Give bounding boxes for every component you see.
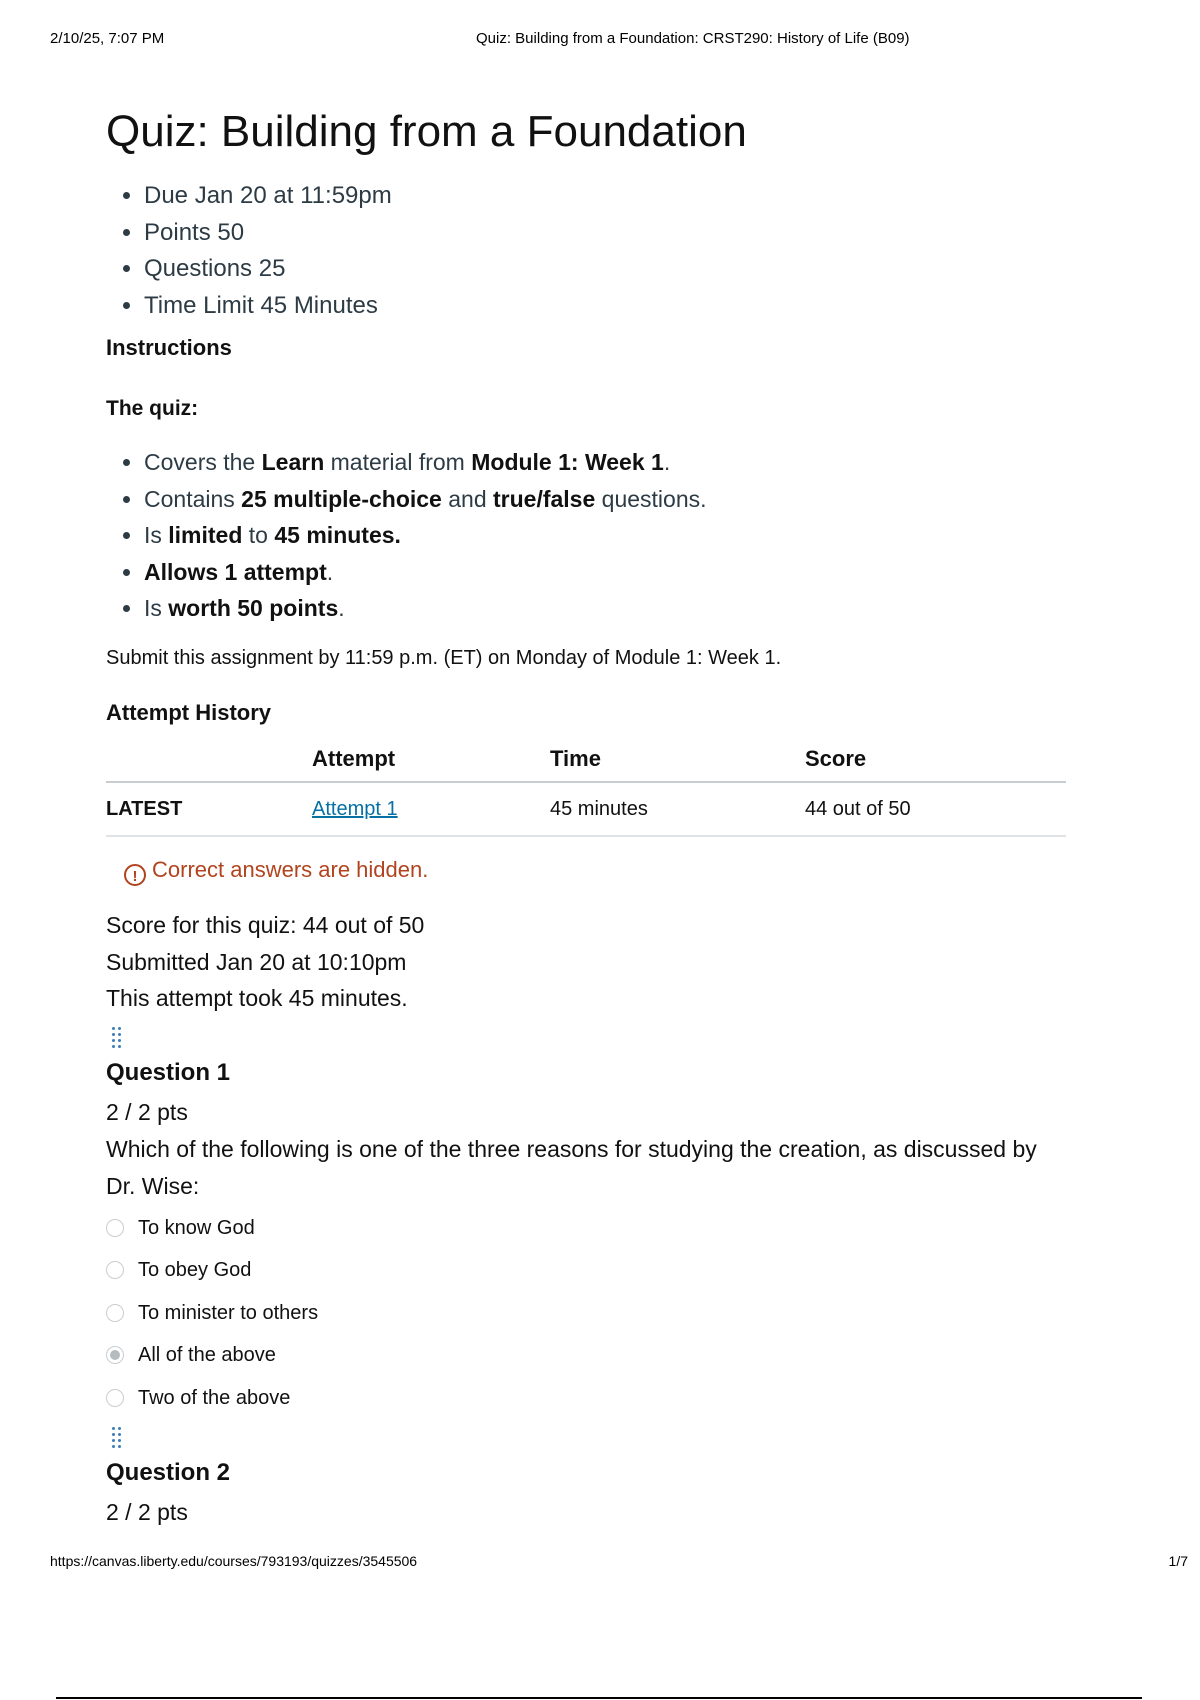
answer-option[interactable] xyxy=(106,1255,251,1285)
quiz-content xyxy=(106,100,1066,725)
attempt-history-heading: Attempt History xyxy=(106,700,272,725)
attempt-duration: This attempt took 45 minutes. xyxy=(106,985,408,1011)
question-1-text: Which of the following is one of the three reasons for studying the creation, as discussed by Dr. Wise: xyxy=(106,1136,1037,1199)
answer-option-selected[interactable] xyxy=(106,1340,276,1370)
radio-button-icon[interactable] xyxy=(106,1219,124,1237)
attempt-history-table xyxy=(106,737,1066,837)
answer-label: Two of the above xyxy=(138,1386,291,1409)
instructions-rules-list xyxy=(106,444,707,627)
table-row xyxy=(106,782,1066,836)
instructions-heading: Instructions xyxy=(106,335,232,360)
table-header-row xyxy=(106,737,1066,782)
answer-label: To know God xyxy=(138,1216,255,1239)
column-header-score: Score xyxy=(805,737,1066,782)
column-header-blank xyxy=(106,737,312,782)
drag-handle-icon[interactable] xyxy=(111,1427,123,1449)
column-header-time: Time xyxy=(550,737,805,782)
print-doc-title: Quiz: Building from a Foundation: CRST290: History of Life (B09) xyxy=(476,30,910,47)
latest-label: LATEST xyxy=(106,782,312,836)
score-summary xyxy=(106,907,424,1017)
page-bottom-divider xyxy=(56,1697,1142,1699)
rule-item: • Covers the Learn material from Module 1: Week 1. xyxy=(144,444,707,481)
quiz-meta-list xyxy=(106,178,392,324)
rule-item: • Is worth 50 points. xyxy=(144,590,707,627)
meta-time-limit: • Time Limit 45 Minutes xyxy=(144,288,392,325)
radio-button-selected-icon[interactable] xyxy=(106,1346,124,1364)
answer-option[interactable] xyxy=(106,1298,318,1328)
meta-questions: • Questions 25 xyxy=(144,251,392,288)
submit-instructions: Submit this assignment by 11:59 p.m. (ET) on Monday of Module 1: Week 1. xyxy=(106,647,782,669)
question-2-heading: Question 2 xyxy=(106,1459,231,1486)
print-datetime: 2/10/25, 7:07 PM xyxy=(50,30,165,47)
print-url: https://canvas.liberty.edu/courses/793193/quizzes/3545506 xyxy=(50,1553,418,1569)
notice-text: Correct answers are hidden. xyxy=(152,857,429,882)
radio-button-icon[interactable] xyxy=(106,1261,124,1279)
print-footer xyxy=(0,1553,1200,1577)
radio-button-icon[interactable] xyxy=(106,1304,124,1322)
drag-handle-icon[interactable] xyxy=(111,1027,123,1049)
rule-item: • Contains 25 multiple-choice and true/false questions. xyxy=(144,481,707,518)
rule-item: • Allows 1 attempt. xyxy=(144,554,707,591)
attempt-1-link[interactable]: Attempt 1 xyxy=(312,797,398,820)
print-page-number: 1/7 xyxy=(1168,1553,1188,1569)
score-cell: 44 out of 50 xyxy=(805,782,1066,836)
warning-circle-icon: ! xyxy=(124,864,146,886)
quiz-score: Score for this quiz: 44 out of 50 xyxy=(106,912,425,938)
answer-label: All of the above xyxy=(138,1343,276,1366)
page-title: Quiz: Building from a Foundation xyxy=(106,107,747,156)
rule-item: • Is limited to 45 minutes. xyxy=(144,517,707,554)
submitted-time: Submitted Jan 20 at 10:10pm xyxy=(106,948,407,975)
column-header-attempt: Attempt xyxy=(312,737,550,782)
instructions-label: The quiz: xyxy=(106,397,199,420)
attempt-cell xyxy=(312,782,550,836)
answer-label: To minister to others xyxy=(138,1301,319,1324)
radio-button-icon[interactable] xyxy=(106,1389,124,1407)
answer-option[interactable] xyxy=(106,1383,290,1413)
correct-answers-hidden-notice xyxy=(124,855,428,885)
answer-label: To obey God xyxy=(138,1258,252,1281)
answer-option[interactable] xyxy=(106,1213,255,1243)
meta-due: • Due Jan 20 at 11:59pm xyxy=(144,178,392,215)
question-1-points: 2 / 2 pts xyxy=(106,1099,188,1125)
question-1-heading: Question 1 xyxy=(106,1059,231,1086)
print-header xyxy=(0,30,1200,54)
question-2-points: 2 / 2 pts xyxy=(106,1499,188,1525)
meta-points: • Points 50 xyxy=(144,215,392,252)
time-cell: 45 minutes xyxy=(550,782,805,836)
